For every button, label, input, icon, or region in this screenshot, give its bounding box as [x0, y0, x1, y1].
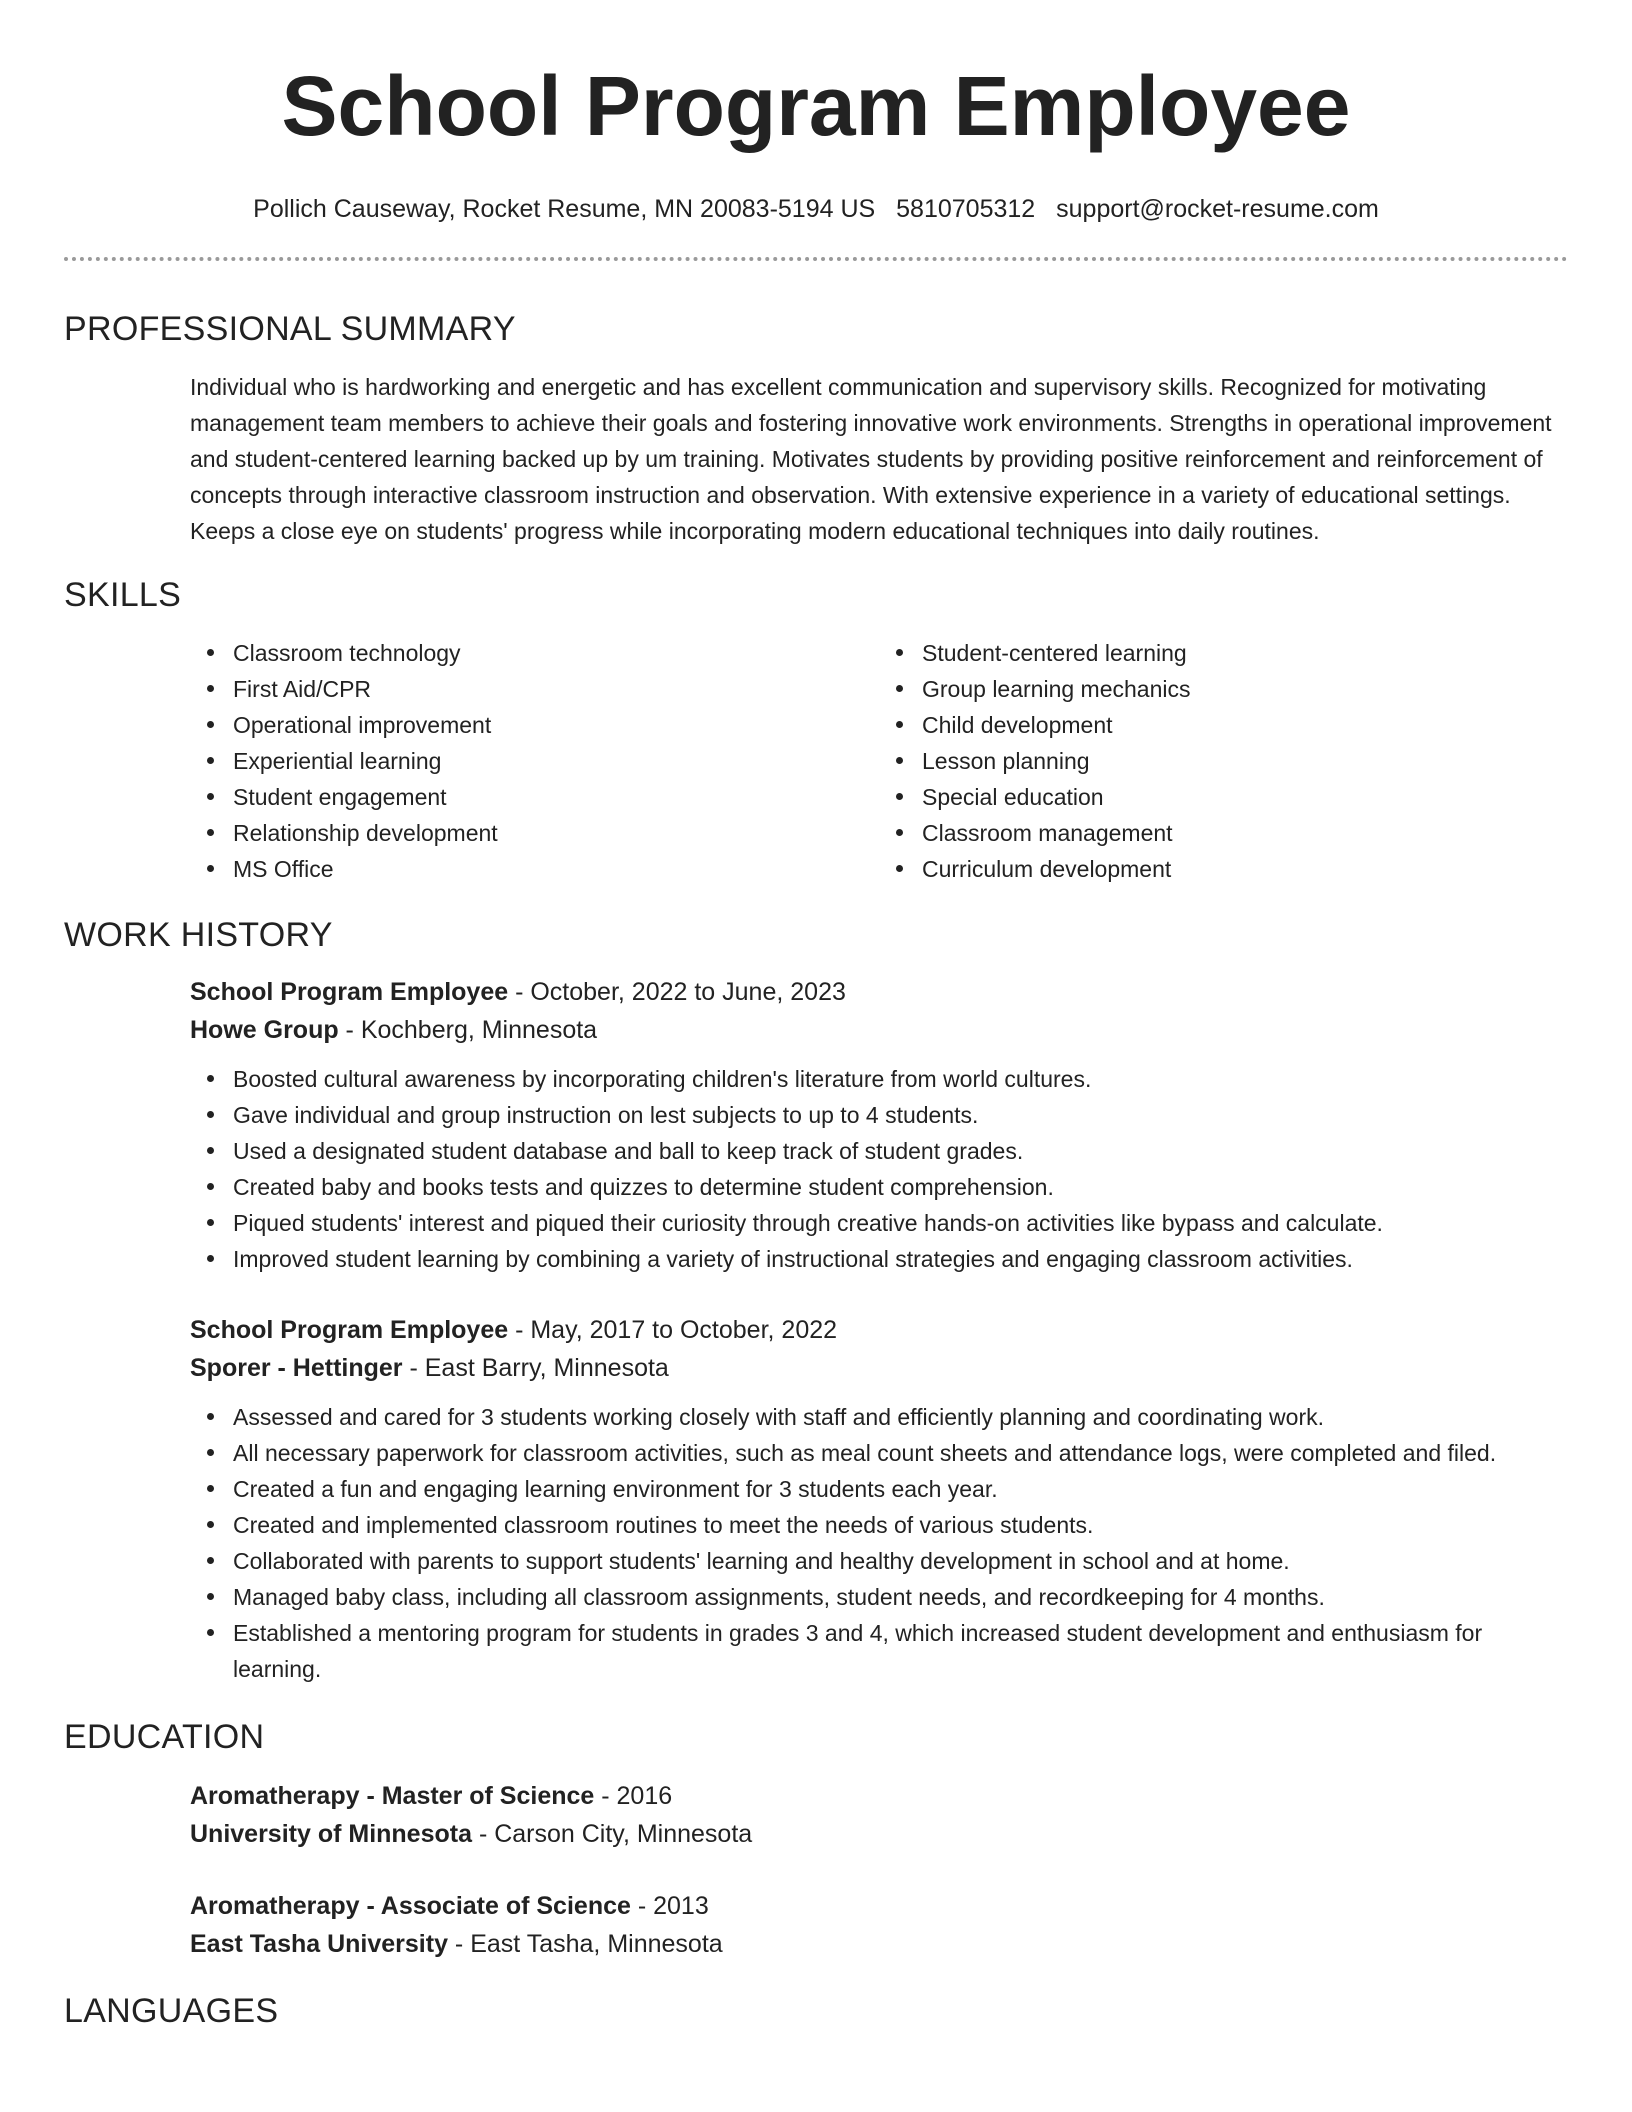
skill-item: Curriculum development: [922, 851, 1568, 887]
degree-name: Aromatherapy - Associate of Science: [190, 1892, 631, 1920]
skill-item: First Aid/CPR: [233, 671, 879, 707]
summary-body: [190, 369, 1568, 549]
degree-year: - 2013: [630, 1892, 709, 1920]
skill-item: Experiential learning: [233, 743, 879, 779]
skill-item: MS Office: [233, 851, 879, 887]
job-title-line: [190, 1311, 1568, 1349]
job-bullet: Used a designated student database and ball to keep track of student grades.: [233, 1133, 1568, 1169]
skills-list-left: [190, 635, 879, 887]
job-bullet: Created and implemented classroom routines to meet the needs of various students.: [233, 1507, 1568, 1543]
skill-item: Special education: [922, 779, 1568, 815]
skills-columns: [190, 635, 1568, 887]
skill-item: Classroom technology: [233, 635, 879, 671]
job-entry: [190, 1311, 1568, 1687]
contact-line: [64, 194, 1568, 224]
job-bullet: Established a mentoring program for students in grades 3 and 4, which increased student development and enthusiasm for learning.: [233, 1615, 1568, 1687]
school-name: East Tasha University: [190, 1930, 448, 1958]
contact-email: support@rocket-resume.com: [1056, 195, 1379, 223]
header-divider: [64, 257, 1568, 261]
job-bullet: Assessed and cared for 3 students working closely with staff and efficiently planning and coordinating work.: [233, 1399, 1568, 1435]
skill-item: Operational improvement: [233, 707, 879, 743]
job-company-line: [190, 1011, 1568, 1049]
candidate-name: School Program Employee: [281, 59, 1351, 153]
job-location: - Kochberg, Minnesota: [338, 1016, 598, 1044]
degree-line: [190, 1887, 1568, 1925]
skills-list-right: [879, 635, 1568, 887]
education-title: EDUCATION: [64, 1718, 265, 1756]
skill-item: Student-centered learning: [922, 635, 1568, 671]
skill-item: Student engagement: [233, 779, 879, 815]
school-line: [190, 1925, 1568, 1963]
job-location: - East Barry, Minnesota: [402, 1354, 669, 1382]
job-bullet: Piqued students' interest and piqued their curiosity through creative hands-on activities like bypass and calculate.: [233, 1205, 1568, 1241]
job-bullet: Gave individual and group instruction on lest subjects to up to 4 students.: [233, 1097, 1568, 1133]
degree-name: Aromatherapy - Master of Science: [190, 1782, 595, 1810]
languages-section: [64, 1989, 1568, 2033]
job-dates: - May, 2017 to October, 2022: [508, 1316, 838, 1344]
summary-text: Individual who is hardworking and energetic and has excellent communication and supervisory skills. Recognized for motivating management team members to achieve their goals and fostering innovative work environments. Strengths in operational improvement and student-centered learning backed up by um training. Motivates students by providing positive reinforcement and reinforcement of concepts through interactive classroom instruction and observation. With extensive experience in a variety of educational settings. Keeps a close eye on students' progress while incorporating modern educational techniques into daily routines.: [190, 374, 1552, 544]
skill-item: Lesson planning: [922, 743, 1568, 779]
entry-spacer: [64, 1277, 1568, 1311]
skills-section: [64, 573, 1568, 887]
work-history-section: [64, 913, 1568, 1687]
languages-title: LANGUAGES: [64, 1992, 279, 2030]
school-location: - Carson City, Minnesota: [472, 1820, 753, 1848]
job-role: School Program Employee: [190, 978, 509, 1006]
skill-item: Group learning mechanics: [922, 671, 1568, 707]
skill-item: Child development: [922, 707, 1568, 743]
summary-title: PROFESSIONAL SUMMARY: [64, 310, 516, 348]
job-bullet: Managed baby class, including all classroom assignments, student needs, and recordkeeping for 4 months.: [233, 1579, 1568, 1615]
degree-year: - 2016: [594, 1782, 673, 1810]
job-bullet: All necessary paperwork for classroom activities, such as meal count sheets and attendance logs, were completed and filed.: [233, 1435, 1568, 1471]
degree-line: [190, 1777, 1568, 1815]
job-dates: - October, 2022 to June, 2023: [508, 978, 846, 1006]
contact-phone: 5810705312: [896, 195, 1036, 223]
job-bullets: [190, 1061, 1568, 1277]
job-bullets: [190, 1399, 1568, 1687]
job-title-line: [190, 973, 1568, 1011]
skills-title: SKILLS: [64, 576, 182, 614]
job-bullet: Improved student learning by combining a variety of instructional strategies and engaging classroom activities.: [233, 1241, 1568, 1277]
contact-address: Pollich Causeway, Rocket Resume, MN 20083-5194 US: [253, 195, 876, 223]
job-company: Sporer - Hettinger: [190, 1354, 403, 1382]
education-entry: [190, 1777, 1568, 1853]
summary-section: [64, 307, 1568, 549]
job-bullet: Created baby and books tests and quizzes to determine student comprehension.: [233, 1169, 1568, 1205]
job-bullet: Boosted cultural awareness by incorporating children's literature from world cultures.: [233, 1061, 1568, 1097]
job-company: Howe Group: [190, 1016, 339, 1044]
school-name: University of Minnesota: [190, 1820, 472, 1848]
school-location: - East Tasha, Minnesota: [447, 1930, 723, 1958]
job-bullet: Created a fun and engaging learning environment for 3 students each year.: [233, 1471, 1568, 1507]
entry-spacer: [64, 1853, 1568, 1887]
job-entry: [190, 973, 1568, 1277]
education-section: [64, 1715, 1568, 1963]
resume-page: [64, 0, 1568, 2033]
work-history-title: WORK HISTORY: [64, 916, 333, 954]
job-bullet: Collaborated with parents to support students' learning and healthy development in school and at home.: [233, 1543, 1568, 1579]
school-line: [190, 1815, 1568, 1853]
education-entry: [190, 1887, 1568, 1963]
skill-item: Classroom management: [922, 815, 1568, 851]
skill-item: Relationship development: [233, 815, 879, 851]
job-role: School Program Employee: [190, 1316, 509, 1344]
job-company-line: [190, 1349, 1568, 1387]
